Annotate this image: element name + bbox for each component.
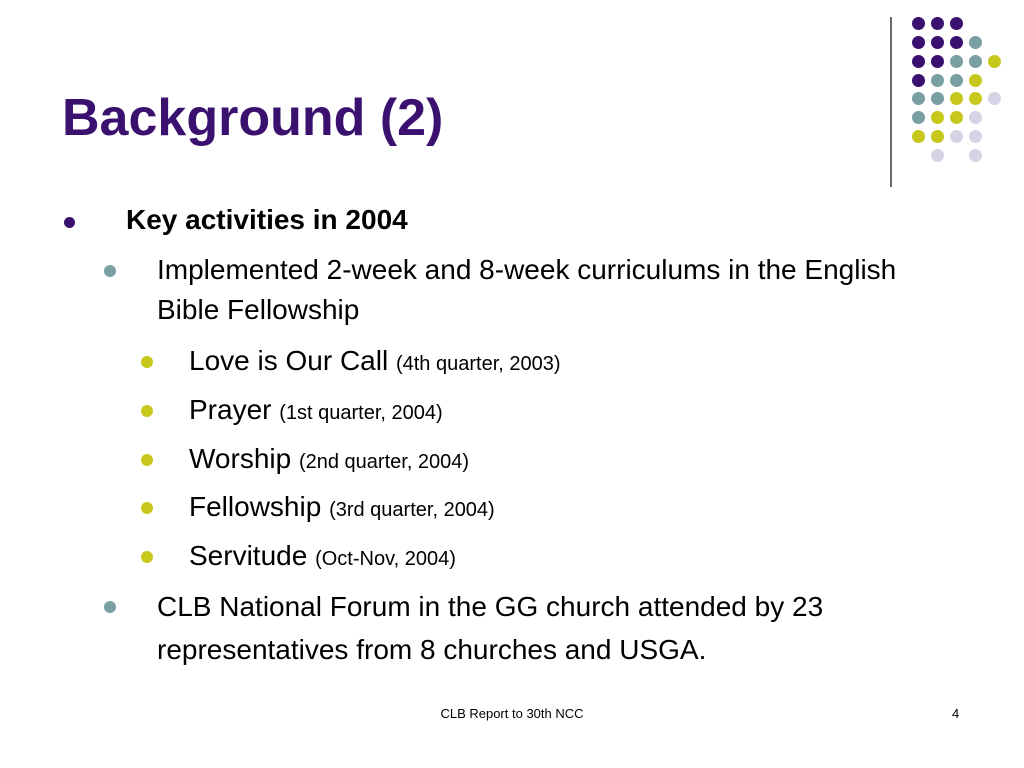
sub-bullet-label: Worship [189, 443, 292, 474]
sub-bullet-note: (2nd quarter, 2004) [298, 451, 470, 473]
bullet-dot-icon [64, 217, 75, 228]
bullet-dot-icon [141, 454, 153, 466]
bullet-dot-icon [141, 356, 153, 368]
sub-bullet-label: Fellowship [189, 491, 322, 522]
sub-bullet-note: (3rd quarter, 2004) [329, 499, 495, 521]
sub-bullet-label: Servitude [189, 540, 308, 571]
bullet-dot-icon [141, 502, 153, 514]
page-number: 4 [952, 706, 960, 721]
sub-bullet-prayer [189, 390, 443, 433]
bullet-dot-icon [104, 601, 116, 613]
bullet-text: CLB National Forum in the GG church attended by 23 representatives from 8 churches and USGA. [157, 591, 824, 665]
bullet-dot-icon [141, 405, 153, 417]
sub-bullet-note: (4th quarter, 2003) [395, 353, 561, 375]
sub-bullet-label: Prayer [189, 394, 272, 425]
sub-bullet-label: Love is Our Call [189, 345, 389, 376]
sub-bullet-love [189, 341, 561, 384]
bullet-dot-icon [141, 551, 153, 563]
sub-bullet-note: (Oct-Nov, 2004) [315, 548, 456, 570]
bullet-key-activities [126, 203, 408, 237]
bullet-text: Key activities in 2004 [126, 204, 408, 235]
bullet-forum [157, 585, 947, 671]
slide-title: Background (2) [62, 89, 444, 147]
sub-bullet-worship [189, 439, 469, 482]
sub-bullet-fellowship [189, 487, 495, 530]
bullet-curriculum [157, 250, 957, 330]
bullet-dot-icon [104, 265, 116, 277]
sub-bullet-note: (1st quarter, 2004) [279, 402, 443, 424]
bullet-text: Implemented 2-week and 8-week curriculums in the English Bible Fellowship [157, 254, 897, 325]
footer-text: CLB Report to 30th NCC [440, 706, 584, 721]
sub-bullet-servitude [189, 536, 456, 579]
